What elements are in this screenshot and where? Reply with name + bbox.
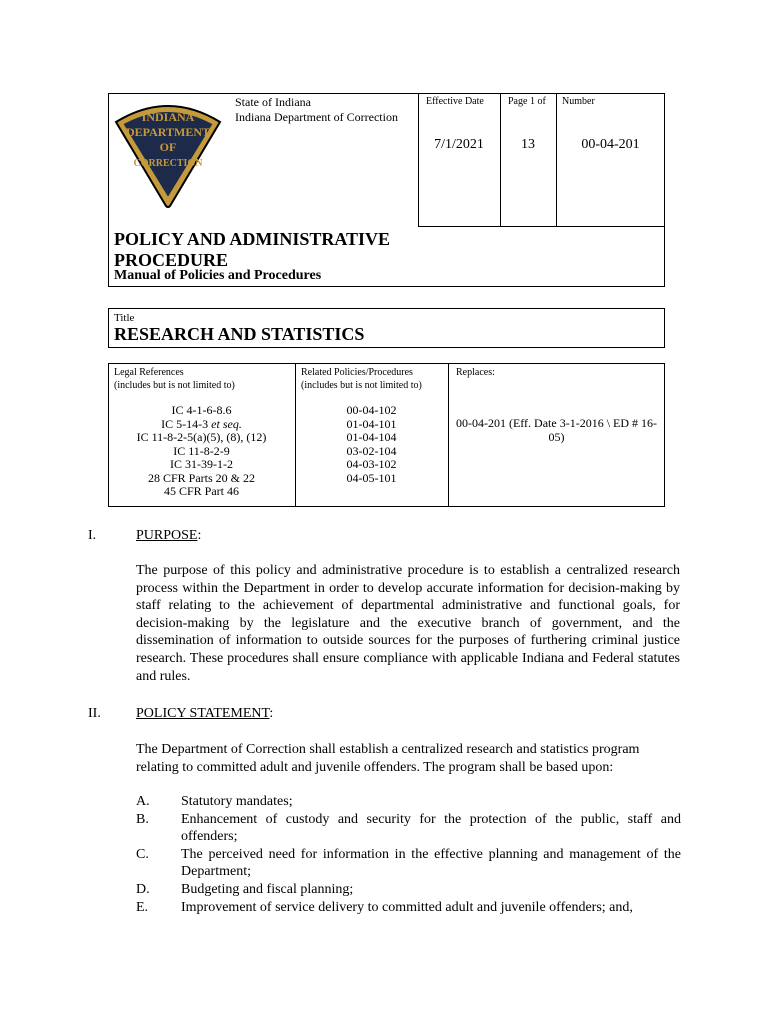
related-policy: 03-02-104 (346, 443, 397, 458)
seal-text-1: INDIANA (141, 110, 195, 124)
policy-text: The Department of Correction shall establish a centralized research and statistics program relating to committed adult and juvenile offenders. The program shall be based upon: (136, 742, 640, 775)
legal-ref: IC 11-8-2-5(a)(5), (8), (12) (136, 430, 267, 444)
legal-label-line-1: Legal References (114, 367, 184, 378)
list-text: The perceived need for information in the effective planning and management of the Department; (181, 846, 681, 880)
list-text: Statutory mandates; (181, 794, 293, 809)
title-label: Title (114, 312, 135, 324)
agency-block (235, 95, 398, 125)
related-label-line-1: Related Policies/Procedures (301, 367, 413, 378)
doc-type-title (114, 229, 390, 271)
legal-label-line-2: (includes but is not limited to) (114, 380, 235, 391)
doc-type-line-1: POLICY AND ADMINISTRATIVE (114, 229, 391, 249)
header-divider-1 (418, 93, 419, 226)
list-text: Improvement of service delivery to committed adult and juvenile offenders; and, (181, 899, 633, 915)
related-policies-label (301, 366, 422, 392)
agency-line-2: Indiana Department of Correction (235, 110, 398, 124)
page-label: Page 1 of (508, 96, 546, 107)
purpose-number: I. (88, 528, 97, 543)
related-policy: 00-04-102 (346, 403, 397, 417)
effective-date-label: Effective Date (426, 96, 484, 107)
page-title: RESEARCH AND STATISTICS (114, 324, 365, 344)
policy-heading: POLICY STATEMENT: (136, 706, 274, 721)
legal-ref: IC 4-1-6-8.6 (171, 403, 232, 417)
seal-text-3: OF (159, 140, 177, 154)
legal-ref: 45 CFR Part 46 (163, 484, 239, 498)
legal-references-list (108, 404, 295, 499)
legal-ref: IC 5-14-3 et seq. (161, 416, 242, 431)
seal-text-4: CORRECTION (133, 158, 203, 169)
policy-heading-text: POLICY STATEMENT (136, 706, 270, 721)
related-policy: 04-05-101 (346, 470, 397, 485)
list-letter: D. (136, 882, 150, 897)
related-policy: 01-04-104 (346, 430, 397, 444)
replaces-value: 00-04-201 (Eff. Date 3-1-2016 \ ED # 16-05) (455, 416, 658, 444)
agency-line-1: State of Indiana (235, 95, 311, 109)
legal-ref: IC 11-8-2-9 (173, 443, 230, 458)
header-divider-3 (556, 93, 557, 226)
policy-list (136, 793, 698, 933)
list-text: Enhancement of custody and security for the protection of the public, staff and offenders; (181, 811, 681, 845)
header-divider-2 (500, 93, 501, 226)
related-policy: 04-03-102 (346, 457, 397, 471)
list-letter: E. (136, 899, 149, 915)
list-letter: C. (136, 846, 149, 862)
related-policies-list (295, 404, 448, 485)
policy-number: II. (88, 706, 101, 721)
references-divider-2 (448, 363, 449, 507)
number-label: Number (562, 96, 595, 107)
number-value: 00-04-201 (581, 137, 640, 152)
legal-references-label (114, 366, 235, 392)
purpose-heading-text: PURPOSE (136, 528, 198, 543)
list-letter: B. (136, 811, 149, 827)
list-letter: A. (136, 794, 150, 809)
header-divider-h (418, 226, 665, 227)
related-label-line-2: (includes but is not limited to) (301, 380, 422, 391)
purpose-text: The purpose of this policy and administrative procedure is to establish a centralized research process within the Department in order to develop accurate information for decision-making by staff relating to the achievement of departmental administrative and functional goals, for decision-making by the legislature and the executive branch of government, and the dissemination of information to outside sources for the purposes of furthering criminal justice research. These procedures shall ensure compliance with applicable Indiana and Federal statutes and rules. (136, 563, 680, 684)
legal-ref: 28 CFR Parts 20 & 22 (147, 470, 255, 485)
list-text: Budgeting and fiscal planning; (181, 882, 354, 897)
legal-ref: IC 31-39-1-2 (170, 457, 233, 471)
seal-text-2: DEPARTMENT (125, 125, 211, 139)
related-policy: 01-04-101 (346, 416, 397, 431)
effective-date-value: 7/1/2021 (434, 137, 484, 152)
replaces-label: Replaces: (456, 367, 495, 378)
manual-name: Manual of Policies and Procedures (114, 268, 322, 283)
purpose-heading: PURPOSE: (136, 528, 202, 543)
doc-seal-logo (113, 96, 223, 208)
doc-type-line-2: PROCEDURE (114, 250, 229, 270)
page-total-value: 13 (521, 137, 535, 152)
